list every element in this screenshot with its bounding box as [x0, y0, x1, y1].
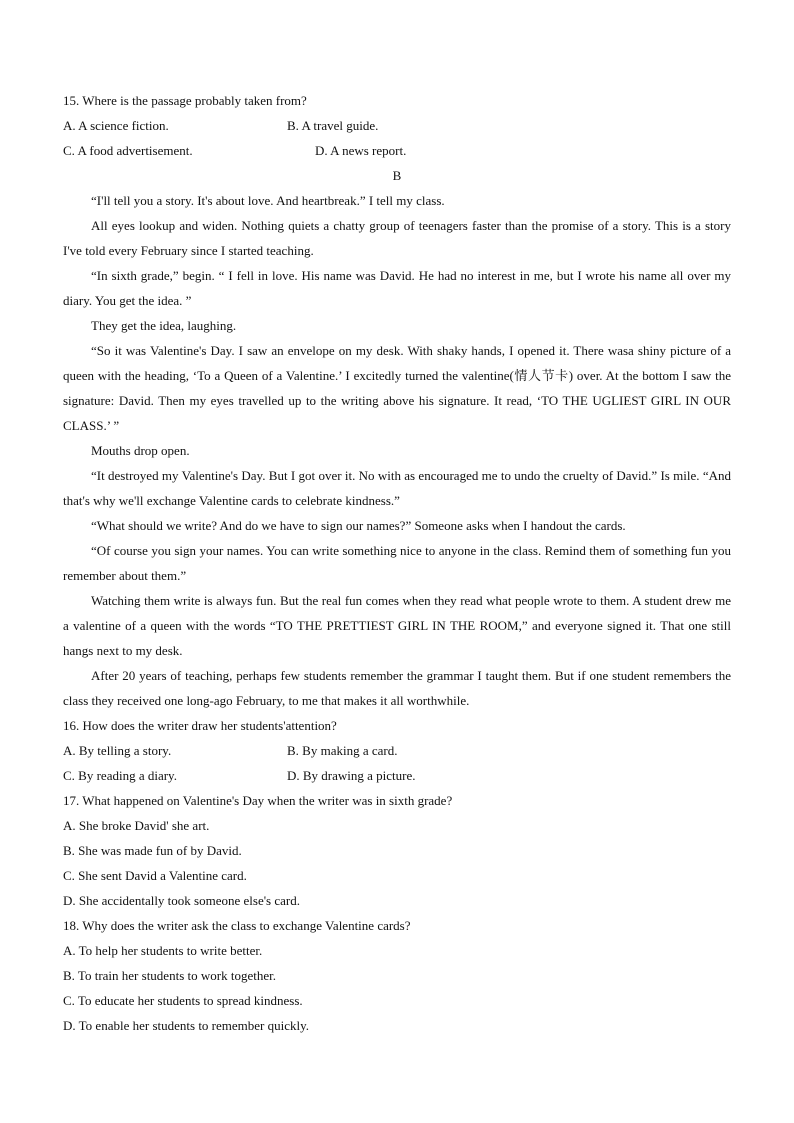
- question-18-option-b: B. To train her students to work together.: [63, 968, 276, 983]
- question-17-option-b: B. She was made fun of by David.: [63, 843, 242, 858]
- passage-paragraph: “I'll tell you a story. It's about love. And heartbreak.” I tell my class.: [91, 193, 445, 208]
- question-16-option-d: D. By drawing a picture.: [287, 768, 416, 783]
- question-15-options-row-2: [63, 138, 731, 163]
- question-15-options-row-1: [63, 113, 731, 138]
- passage-paragraph: “What should we write? And do we have to sign our names?” Someone asks when I handout the cards.: [91, 518, 626, 533]
- document-page: [63, 88, 731, 1038]
- section-label: B: [392, 168, 402, 183]
- question-18-option-a: A. To help her students to write better.: [63, 943, 263, 958]
- question-17-stem: 17. What happened on Valentine's Day when the writer was in sixth grade?: [63, 793, 453, 808]
- question-15-stem: 15. Where is the passage probably taken from?: [63, 93, 307, 108]
- question-16-options-row-2: [63, 763, 731, 788]
- question-17-option-a: A. She broke David' she art.: [63, 818, 210, 833]
- question-16-option-b: B. By making a card.: [287, 743, 398, 758]
- question-15-option-d: D. A news report.: [315, 143, 407, 158]
- passage-paragraph: “Of course you sign your names. You can write something nice to anyone in the class. Remind them of something fun you remember about them.”: [63, 543, 731, 583]
- passage-paragraph: All eyes lookup and widen. Nothing quiets a chatty group of teenagers faster than the promise of a story. This is a story I've told every February since I started teaching.: [63, 218, 731, 258]
- question-17-option-c: C. She sent David a Valentine card.: [63, 868, 247, 883]
- question-17-option-d: D. She accidentally took someone else's card.: [63, 893, 300, 908]
- question-16-option-a: A. By telling a story.: [63, 743, 172, 758]
- passage-paragraph: After 20 years of teaching, perhaps few students remember the grammar I taught them. But if one student remembers the class they received one long-ago February, to me that makes it all worthwhile.: [63, 668, 731, 708]
- passage-paragraph: Watching them write is always fun. But the real fun comes when they read what people wrote to them. A student drew me a valentine of a queen with the words “TO THE PRETTIEST GIRL IN THE ROOM,” and everyone signed it. That one still hangs next to my desk.: [63, 593, 731, 658]
- question-15-option-a: A. A science fiction.: [63, 118, 169, 133]
- question-18-option-d: D. To enable her students to remember quickly.: [63, 1018, 310, 1033]
- question-16-option-c: C. By reading a diary.: [63, 768, 177, 783]
- passage-paragraph: “In sixth grade,” begin. “ I fell in love. His name was David. He had no interest in me, but I wrote his name all over my diary. You get the idea. ”: [63, 268, 731, 308]
- question-18-option-c: C. To educate her students to spread kindness.: [63, 993, 303, 1008]
- question-15-option-c: C. A food advertisement.: [63, 143, 193, 158]
- passage-paragraph: They get the idea, laughing.: [91, 318, 237, 333]
- question-18-stem: 18. Why does the writer ask the class to exchange Valentine cards?: [63, 918, 411, 933]
- passage-paragraph: Mouths drop open.: [91, 443, 190, 458]
- passage-paragraph: “It destroyed my Valentine's Day. But I got over it. No with as encouraged me to undo the cruelty of David.” Is mile. “And that's why we'll exchange Valentine cards to celebrate kindness.”: [63, 468, 731, 508]
- passage-paragraph: “So it was Valentine's Day. I saw an envelope on my desk. With shaky hands, I opened it. There wasa shiny picture of a queen with the heading, ‘To a Queen of a Valentine.’ I excitedly turned the valentine(情人节卡) over. At the bottom I saw the signature: David. Then my eyes travelled up to the writing above his signature. It read, ‘TO THE UGLIEST GIRL IN OUR CLASS.’ ”: [63, 343, 731, 433]
- question-16-options-row-1: [63, 738, 731, 763]
- question-15-option-b: B. A travel guide.: [287, 118, 379, 133]
- question-16-stem: 16. How does the writer draw her students'attention?: [63, 718, 337, 733]
